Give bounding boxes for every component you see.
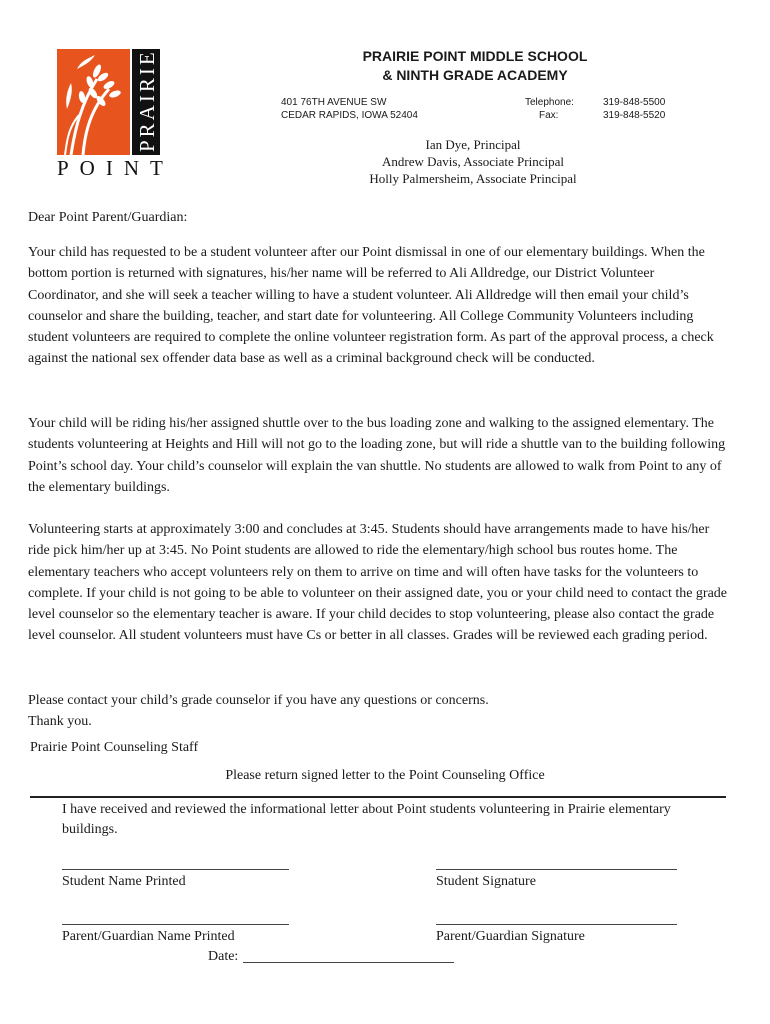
section-divider: [30, 796, 726, 798]
student-name-label: Student Name Printed: [62, 874, 186, 889]
staff-associate-principal-1: Andrew Davis, Associate Principal: [382, 154, 564, 169]
return-note: Please return signed letter to the Point Counseling Office: [225, 768, 545, 783]
thanks-line: Thank you.: [28, 714, 92, 729]
address-line-2: CEDAR RAPIDS, IOWA 52404: [281, 110, 418, 121]
parent-signature-label: Parent/Guardian Signature: [436, 929, 585, 944]
school-name-line-1: PRAIRIE POINT MIDDLE SCHOOL: [362, 48, 588, 64]
fax-label: Fax:: [539, 110, 559, 121]
acknowledgement-statement: I have received and reviewed the informational letter about Point students volunteering in Prairie elementary buildings.: [62, 802, 671, 837]
school-logo: [57, 49, 160, 155]
telephone-label: Telephone:: [525, 97, 574, 108]
parent-name-field[interactable]: [62, 924, 289, 925]
signoff: Prairie Point Counseling Staff: [30, 740, 199, 755]
date-label: Date:: [208, 949, 239, 964]
paragraph-schedule: Volunteering starts at approximately 3:00 and concludes at 3:45. Students should have arrangements made to have his/her ride pick him/her up at 3:45. No Point students are allowed to ride the elementary/high school bus routes home. The elementary teachers who accept volunteers rely on them to arrive on time and will often have tasks for the volunteers to complete. If your child is not going to be able to volunteer on their assigned date, you or your child need to contact the grade level counselor so the elementary teacher is aware. If your child decides to stop volunteering, please also contact the grade level counselor. All student volunteers must have Cs or better in all classes. Grades will be reviewed each grading period.: [28, 522, 728, 644]
student-signature-label: Student Signature: [436, 874, 536, 889]
parent-signature-field[interactable]: [436, 924, 677, 925]
date-field[interactable]: [243, 962, 454, 963]
logo-orange-panel: [57, 49, 130, 155]
address-line-1: 401 76TH AVENUE SW: [281, 97, 387, 108]
fax-number: 319-848-5520: [603, 110, 666, 121]
student-signature-field[interactable]: [436, 869, 677, 870]
salutation: Dear Point Parent/Guardian:: [28, 210, 188, 225]
prairie-grass-icon: [57, 49, 130, 155]
parent-name-label: Parent/Guardian Name Printed: [62, 929, 235, 944]
paragraph-volunteer-referral: Your child has requested to be a student volunteer after our Point dismissal in one of our elementary buildings. When the bottom portion is returned with signatures, his/her name will be referred to Ali Alldredge, our District Volunteer Coordinator, and she will seek a teacher willing to have a student volunteer. Ali Alldredge will then email your child’s counselor and share the building, teacher, and start date for volunteering. All College Community Volunteers including student volunteers are required to complete the online volunteer registration form. As part of the approval process, a check against the national sex offender data base as well as a criminal background check will be conducted.: [28, 245, 714, 367]
paragraph-shuttle: Your child will be riding his/her assigned shuttle over to the bus loading zone and walking to the assigned elementary. The students volunteering at Heights and Hill will not go to the loading zone, but will ride a shuttle van to the building following Point’s school day. Your child’s counselor will explain the van shuttle. No students are allowed to walk from Point to any of the elementary buildings.: [28, 416, 726, 495]
telephone-number: 319-848-5500: [603, 97, 666, 108]
logo-point-word: POINT: [57, 156, 174, 180]
logo-prairie-word: PRAIRIE: [135, 49, 159, 152]
staff-principal: Ian Dye, Principal: [425, 137, 521, 152]
student-name-field[interactable]: [62, 869, 289, 870]
school-name-line-2: & NINTH GRADE ACADEMY: [382, 67, 568, 83]
staff-associate-principal-2: Holly Palmersheim, Associate Principal: [369, 171, 577, 186]
paragraph-contact: Please contact your child’s grade counselor if you have any questions or concerns.: [28, 693, 489, 708]
